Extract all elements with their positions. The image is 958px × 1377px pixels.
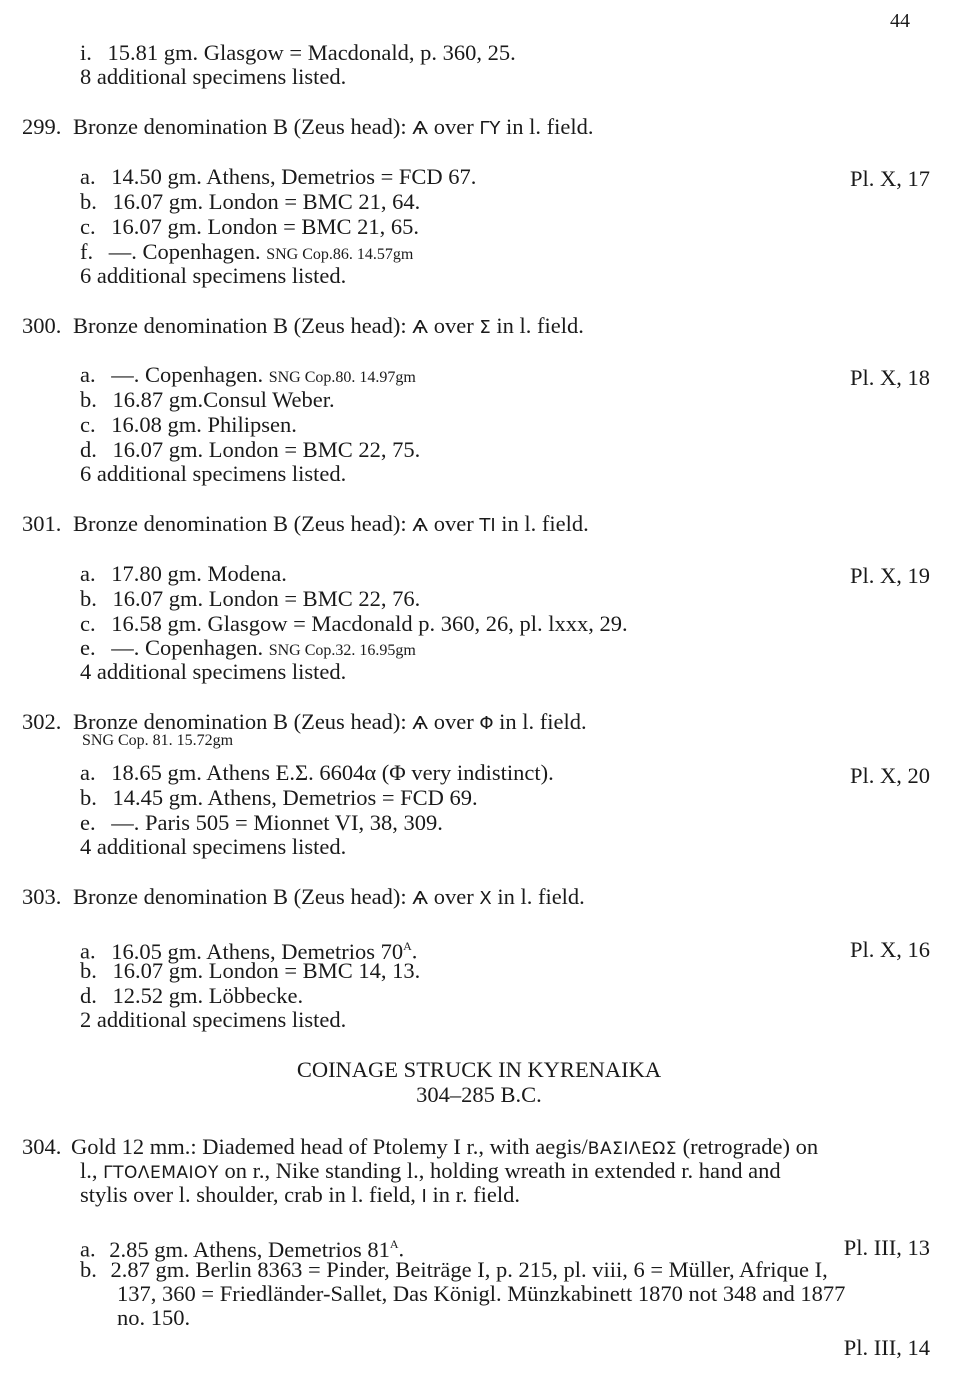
entry-302-a	[80, 760, 554, 786]
entry-300-b	[80, 387, 335, 413]
entry-301-a	[80, 561, 287, 587]
plate-ref-301: Pl. X, 19	[849, 563, 930, 588]
entry-text: 16.07 gm. London = BMC 14, 13.	[112, 958, 421, 983]
field-symbol: Ι	[421, 1186, 427, 1207]
heading-text: Bronze denomination B (Zeus head):	[73, 511, 413, 536]
entry-text: 16.58 gm. Glasgow = Macdonald p. 360, 26, pl. lxxx, 29.	[111, 611, 628, 636]
entry-text: 14.45 gm. Athens, Demetrios = FCD 69.	[112, 785, 478, 810]
sng-reference: SNG Cop.86. 14.57gm	[266, 246, 414, 263]
entry-text: 16.05 gm. Athens, Demetrios 70	[111, 938, 404, 964]
heading-tail: in l. field.	[500, 114, 594, 139]
sng-reference: SNG Cop.80. 14.97gm	[268, 369, 416, 386]
catalog-heading-301	[22, 511, 589, 539]
entry-letter: c.	[80, 214, 96, 239]
entry-304-b-cont: no. 150.	[117, 1305, 191, 1330]
catalog-number: 302.	[22, 709, 62, 734]
description-line-3	[80, 1182, 520, 1210]
entry-letter: i.	[80, 40, 92, 65]
field-symbol: Σ	[479, 317, 491, 338]
entry-299-a	[80, 164, 476, 190]
over-text: over	[428, 709, 480, 734]
catalog-heading-299	[22, 114, 594, 142]
entry-text: 16.07 gm. London = BMC 22, 75.	[112, 437, 421, 462]
entry-text: —. Paris 505 = Mionnet VI, 38, 309.	[111, 810, 443, 835]
monogram-symbol: Ѧ	[412, 713, 429, 734]
entry-text: —. Copenhagen.	[108, 239, 267, 264]
heading-text: Bronze denomination B (Zeus head):	[73, 709, 413, 734]
entry-letter: a.	[80, 561, 96, 586]
entry-letter: c.	[80, 611, 96, 636]
monogram-symbol: Ѧ	[412, 515, 429, 536]
greek-legend: ΒΑΣΙΛΕΩΣ	[587, 1139, 677, 1159]
section-title: COINAGE STRUCK IN KYRENAIKA	[296, 1057, 662, 1082]
plate-ref-303: Pl. X, 16	[849, 937, 930, 962]
entry-letter: a.	[80, 760, 96, 785]
entry-letter: e.	[80, 810, 96, 835]
superscript: A	[403, 939, 412, 953]
catalog-number: 301.	[22, 511, 62, 536]
entry-letter: b.	[80, 387, 97, 412]
catalog-number: 300.	[22, 313, 62, 338]
entry-299-c	[80, 214, 419, 240]
over-text: over	[428, 511, 480, 536]
entry-text: 16.07 gm. London = BMC 21, 65.	[111, 214, 419, 239]
entry-letter: b.	[80, 1257, 97, 1282]
catalog-number: 299.	[22, 114, 62, 139]
additional-specimens: 6 additional specimens listed.	[80, 263, 347, 288]
entry-301-c	[80, 611, 628, 637]
entry-text: 16.07 gm. London = BMC 22, 76.	[112, 586, 421, 611]
monogram-symbol: Ѧ	[412, 888, 429, 909]
entry-text: 17.80 gm. Modena.	[111, 561, 287, 586]
over-text: over	[428, 313, 480, 338]
entry-letter: a.	[80, 1236, 96, 1262]
entry-text: 16.07 gm. London = BMC 21, 64.	[112, 189, 421, 214]
entry-letter: b.	[80, 586, 97, 611]
field-symbol: ΓΥ	[479, 118, 501, 139]
entry-303-d	[80, 983, 303, 1009]
entry-letter: d.	[80, 983, 97, 1008]
additional-specimens: 4 additional specimens listed.	[80, 834, 347, 859]
entry-text: 2.87 gm. Berlin 8363 = Pinder, Beiträge I, p. 215, pl. viii, 6 = Müller, Afrique I,	[110, 1257, 828, 1282]
plate-ref-300: Pl. X, 18	[849, 365, 930, 390]
monogram-symbol: Ѧ	[412, 118, 429, 139]
heading-tail: in l. field.	[491, 884, 585, 909]
plate-ref-304a: Pl. III, 13	[843, 1235, 930, 1260]
heading-tail: in l. field.	[490, 313, 584, 338]
additional-specimens: 2 additional specimens listed.	[80, 1007, 347, 1032]
entry-letter: a.	[80, 938, 96, 964]
entry-text: 12.52 gm. Löbbecke.	[112, 983, 304, 1008]
catalog-number: 304.	[22, 1134, 62, 1159]
catalog-heading-300	[22, 313, 584, 341]
entry-text: 16.08 gm. Philipsen.	[111, 412, 297, 437]
over-text: over	[428, 114, 480, 139]
heading-text: Bronze denomination B (Zeus head):	[73, 884, 413, 909]
plate-ref-302: Pl. X, 20	[849, 763, 930, 788]
entry-300-d	[80, 437, 420, 463]
entry-302-e	[80, 810, 443, 836]
entry-text: 2.85 gm. Athens, Demetrios 81	[109, 1236, 390, 1262]
entry-letter: f.	[80, 239, 94, 264]
additional-specimens: 6 additional specimens listed.	[80, 461, 347, 486]
entry-letter: a.	[80, 164, 96, 189]
entry-text: 18.65 gm. Athens Ε.Σ. 6604α (Φ very indistinct).	[111, 760, 554, 785]
entry-301-b	[80, 586, 420, 612]
additional-specimens: 8 additional specimens listed.	[80, 64, 347, 89]
description-text: on r., Nike standing l., holding wreath in extended r. hand and	[218, 1158, 781, 1183]
field-symbol: Φ	[479, 713, 494, 734]
entry-304-b-cont: 137, 360 = Friedländer-Sallet, Das Königl. Münzkabinett 1870 not 348 and 1877	[117, 1281, 846, 1306]
heading-text: Bronze denomination B (Zeus head):	[73, 114, 413, 139]
entry-text: 16.87 gm.Consul Weber.	[112, 387, 335, 412]
entry-letter: b.	[80, 785, 97, 810]
entry-302-b	[80, 785, 478, 811]
superscript: A	[389, 1237, 399, 1251]
greek-legend: ΓΤΟΛΕΜΑΙΟΥ	[103, 1163, 219, 1183]
entry-letter: a.	[80, 362, 96, 387]
sng-reference: SNG Cop.32. 16.95gm	[268, 642, 416, 659]
entry-tail: .	[411, 938, 418, 964]
entry-letter: d.	[80, 437, 97, 462]
heading-tail: in l. field.	[495, 511, 589, 536]
heading-text: Bronze denomination B (Zeus head):	[73, 313, 413, 338]
field-symbol: TI	[479, 515, 496, 536]
heading-tail: in l. field.	[493, 709, 587, 734]
entry-i	[80, 40, 516, 66]
entry-text: —. Copenhagen.	[111, 362, 269, 387]
description-text: in r. field.	[426, 1182, 520, 1207]
entry-text: 15.81 gm. Glasgow = Macdonald, p. 360, 25.	[107, 40, 516, 65]
catalog-number: 303.	[22, 884, 62, 909]
entry-text: 14.50 gm. Athens, Demetrios = FCD 67.	[111, 164, 477, 189]
additional-specimens: 4 additional specimens listed.	[80, 659, 347, 684]
section-dates: 304–285 B.C.	[416, 1082, 542, 1107]
over-text: over	[428, 884, 480, 909]
catalog-heading-303	[22, 884, 585, 912]
field-symbol: Χ	[479, 888, 492, 909]
description-text: (retrograde) on	[676, 1134, 819, 1159]
entry-letter: e.	[80, 635, 96, 660]
entry-300-c	[80, 412, 297, 438]
entry-303-b	[80, 958, 420, 984]
entry-304-b	[80, 1257, 828, 1283]
description-text: l.,	[80, 1158, 104, 1183]
entry-letter: c.	[80, 412, 96, 437]
entry-letter: b.	[80, 958, 97, 983]
description-text: stylis over l. shoulder, crab in l. field,	[80, 1182, 422, 1207]
monogram-symbol: Ѧ	[412, 317, 429, 338]
page-number: 44	[890, 10, 910, 32]
sng-note: SNG Cop. 81. 15.72gm	[82, 732, 234, 749]
plate-ref-299: Pl. X, 17	[849, 166, 930, 191]
description-text: Gold 12 mm.: Diademed head of Ptolemy I r., with aegis/	[71, 1134, 588, 1159]
plate-ref-304b: Pl. III, 14	[843, 1335, 930, 1360]
entry-tail: .	[398, 1236, 405, 1262]
entry-299-b	[80, 189, 420, 215]
entry-letter: b.	[80, 189, 97, 214]
entry-text: —. Copenhagen.	[111, 635, 269, 660]
